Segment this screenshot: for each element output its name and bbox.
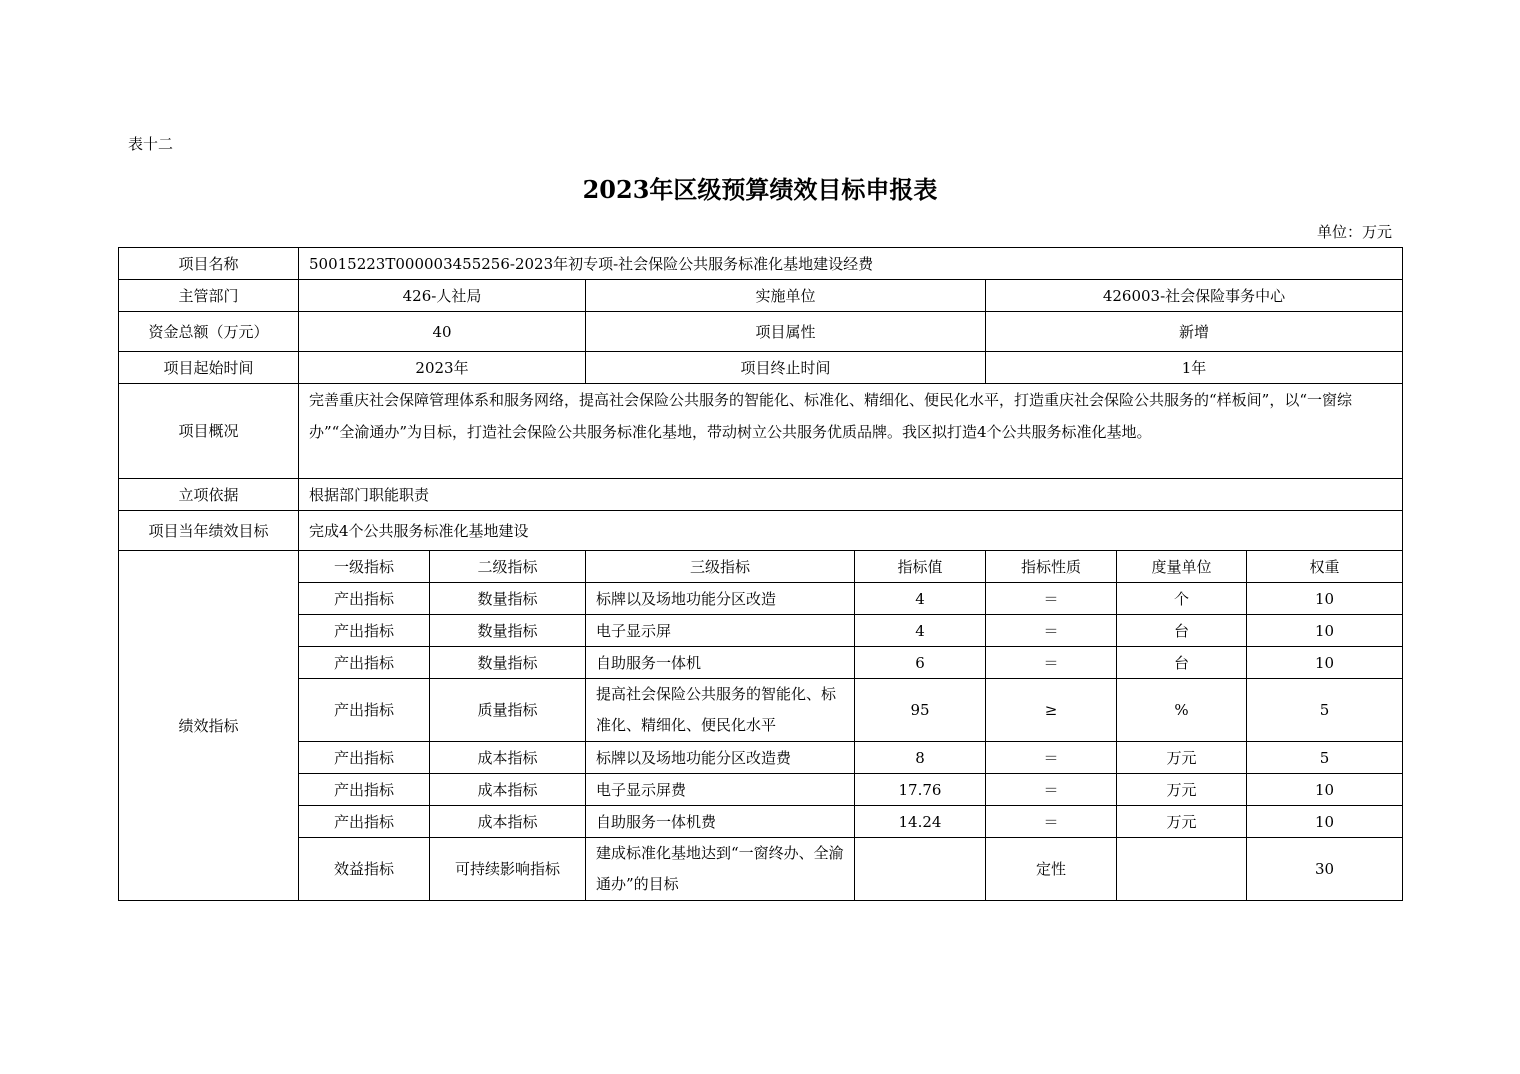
- cell-level2: 可持续影响指标: [430, 838, 586, 901]
- indicator-row: [119, 774, 1403, 806]
- cell-level1: 产出指标: [299, 774, 430, 806]
- start-label: 项目起始时间: [119, 352, 299, 384]
- cell-level2: 成本指标: [430, 742, 586, 774]
- attr-label: 项目属性: [586, 312, 986, 352]
- basis-label: 立项依据: [119, 479, 299, 511]
- basis-value: 根据部门职能职责: [299, 479, 1403, 511]
- cell-level1: 产出指标: [299, 806, 430, 838]
- row-summary: [119, 384, 1403, 479]
- cell-level3: 标牌以及场地功能分区改造: [586, 583, 855, 615]
- cell-unit: 万元: [1117, 774, 1247, 806]
- summary-value: 完善重庆社会保障管理体系和服务网络，提高社会保险公共服务的智能化、标准化、精细化、便民化水平，打造重庆社会保险公共服务的“样板间”，以“一窗综办”“全渝通办”为目标，打造社会保险公共服务标准化基地，带动树立公共服务优质品牌。我区拟打造4个公共服务标准化基地。: [299, 384, 1403, 479]
- header-unit: 度量单位: [1117, 551, 1247, 583]
- end-label: 项目终止时间: [586, 352, 986, 384]
- cell-unit: 台: [1117, 647, 1247, 679]
- cell-level3: 标牌以及场地功能分区改造费: [586, 742, 855, 774]
- cell-nature: ≥: [986, 679, 1117, 742]
- cell-level1: 产出指标: [299, 647, 430, 679]
- indicator-row: [119, 583, 1403, 615]
- budget-form-table: [118, 247, 1403, 901]
- row-fund: [119, 312, 1403, 352]
- indicator-row: [119, 742, 1403, 774]
- table-number: 表十二: [128, 135, 174, 153]
- header-value: 指标值: [855, 551, 986, 583]
- attr-value: 新增: [986, 312, 1403, 352]
- start-value: 2023年: [299, 352, 586, 384]
- project-name-label: 项目名称: [119, 248, 299, 280]
- indicator-row: [119, 679, 1403, 742]
- cell-nature: ＝: [986, 806, 1117, 838]
- cell-value: 95: [855, 679, 986, 742]
- header-level2: 二级指标: [430, 551, 586, 583]
- cell-unit: %: [1117, 679, 1247, 742]
- cell-unit: 台: [1117, 615, 1247, 647]
- unit-label: 单位：万元: [1316, 223, 1392, 241]
- header-nature: 指标性质: [986, 551, 1117, 583]
- cell-level3: 自助服务一体机费: [586, 806, 855, 838]
- cell-value: 6: [855, 647, 986, 679]
- cell-level2: 数量指标: [430, 583, 586, 615]
- goal-label: 项目当年绩效目标: [119, 511, 299, 551]
- cell-level3: 提高社会保险公共服务的智能化、标准化、精细化、便民化水平: [586, 679, 855, 742]
- cell-level1: 产出指标: [299, 679, 430, 742]
- fund-label: 资金总额（万元）: [119, 312, 299, 352]
- cell-value: 17.76: [855, 774, 986, 806]
- fund-value: 40: [299, 312, 586, 352]
- dept-label: 主管部门: [119, 280, 299, 312]
- cell-level3: 自助服务一体机: [586, 647, 855, 679]
- cell-level2: 成本指标: [430, 774, 586, 806]
- cell-value: 4: [855, 583, 986, 615]
- header-weight: 权重: [1247, 551, 1403, 583]
- cell-level3: 建成标准化基地达到“一窗终办、全渝通办”的目标: [586, 838, 855, 901]
- cell-nature: ＝: [986, 742, 1117, 774]
- cell-nature: ＝: [986, 647, 1117, 679]
- cell-value: 4: [855, 615, 986, 647]
- page-title: 2023年区级预算绩效目标申报表: [582, 175, 938, 204]
- cell-weight: 5: [1247, 742, 1403, 774]
- impl-value: 426003-社会保险事务中心: [986, 280, 1403, 312]
- row-department: [119, 280, 1403, 312]
- cell-level2: 质量指标: [430, 679, 586, 742]
- cell-level1: 产出指标: [299, 615, 430, 647]
- cell-nature: 定性: [986, 838, 1117, 901]
- indicators-section-label: 绩效指标: [119, 551, 299, 901]
- cell-value: 8: [855, 742, 986, 774]
- summary-label: 项目概况: [119, 384, 299, 479]
- cell-level1: 效益指标: [299, 838, 430, 901]
- end-value: 1年: [986, 352, 1403, 384]
- row-goal: [119, 511, 1403, 551]
- indicator-row: [119, 615, 1403, 647]
- row-project-name: [119, 248, 1403, 280]
- cell-weight: 10: [1247, 583, 1403, 615]
- project-name-value: 50015223T000003455256-2023年初专项-社会保险公共服务标准化基地建设经费: [299, 248, 1403, 280]
- cell-weight: 10: [1247, 615, 1403, 647]
- cell-level3: 电子显示屏费: [586, 774, 855, 806]
- header-level3: 三级指标: [586, 551, 855, 583]
- cell-weight: 30: [1247, 838, 1403, 901]
- indicator-row: [119, 838, 1403, 901]
- cell-level1: 产出指标: [299, 583, 430, 615]
- header-level1: 一级指标: [299, 551, 430, 583]
- indicator-row: [119, 647, 1403, 679]
- goal-value: 完成4个公共服务标准化基地建设: [299, 511, 1403, 551]
- cell-level3: 电子显示屏: [586, 615, 855, 647]
- indicator-header-row: [119, 551, 1403, 583]
- cell-weight: 5: [1247, 679, 1403, 742]
- indicator-row: [119, 806, 1403, 838]
- cell-level2: 成本指标: [430, 806, 586, 838]
- dept-value: 426-人社局: [299, 280, 586, 312]
- cell-weight: 10: [1247, 647, 1403, 679]
- cell-unit: 个: [1117, 583, 1247, 615]
- cell-nature: ＝: [986, 774, 1117, 806]
- cell-weight: 10: [1247, 774, 1403, 806]
- cell-unit: [1117, 838, 1247, 901]
- impl-label: 实施单位: [586, 280, 986, 312]
- cell-nature: ＝: [986, 583, 1117, 615]
- cell-level2: 数量指标: [430, 647, 586, 679]
- cell-weight: 10: [1247, 806, 1403, 838]
- cell-value: [855, 838, 986, 901]
- cell-level1: 产出指标: [299, 742, 430, 774]
- cell-unit: 万元: [1117, 742, 1247, 774]
- cell-value: 14.24: [855, 806, 986, 838]
- cell-unit: 万元: [1117, 806, 1247, 838]
- row-time: [119, 352, 1403, 384]
- cell-nature: ＝: [986, 615, 1117, 647]
- cell-level2: 数量指标: [430, 615, 586, 647]
- row-basis: [119, 479, 1403, 511]
